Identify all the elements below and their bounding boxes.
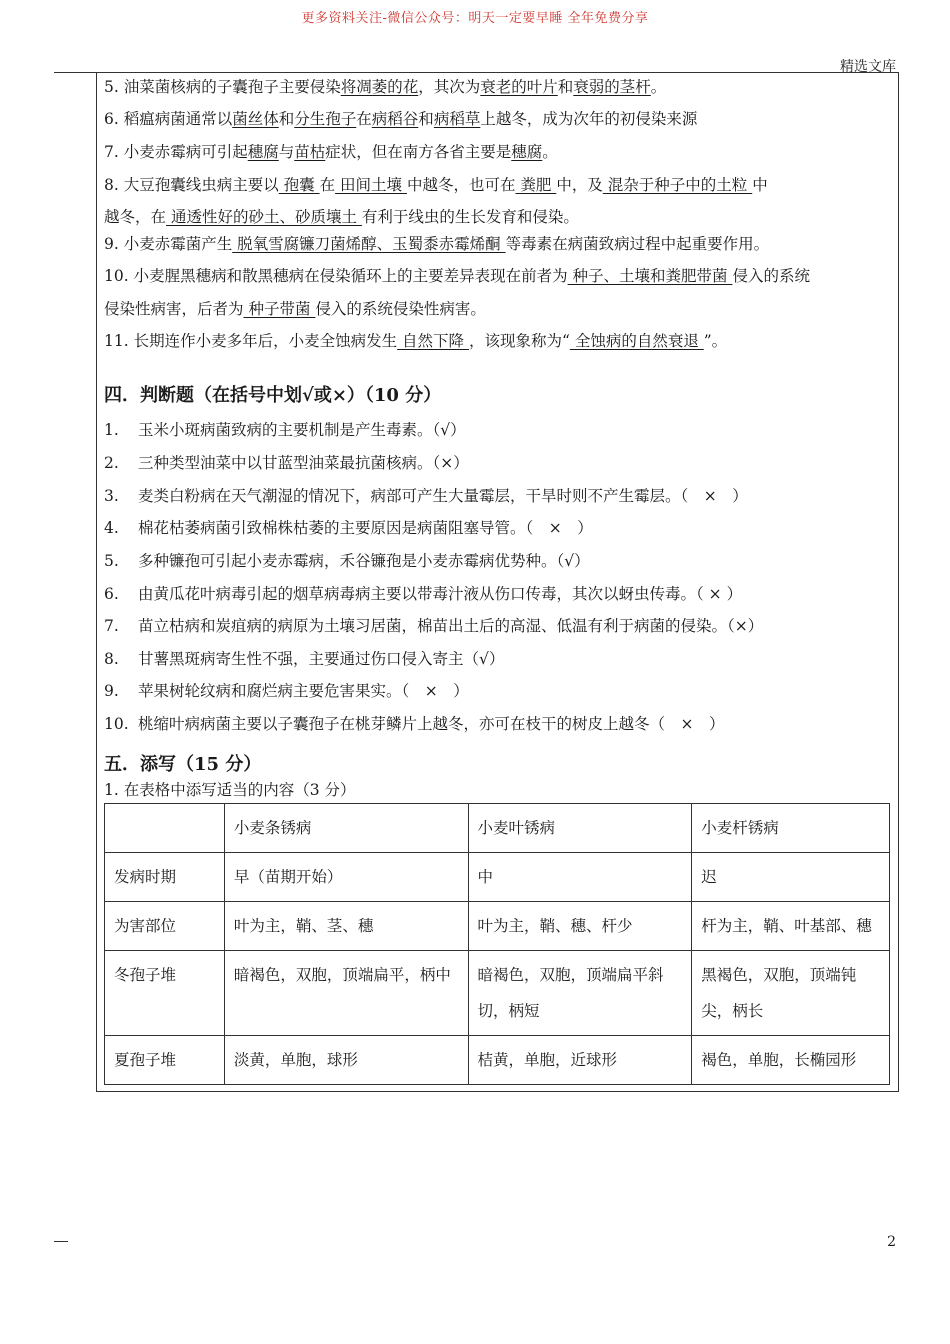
table-cell: 桔黄，单胞，近球形	[468, 1036, 692, 1085]
table-cell: 杆为主，鞘、叶基部、穗	[692, 902, 890, 951]
answer: 病稻谷	[371, 110, 419, 128]
table-cell: 暗褐色，双胞，顶端扁平斜切，柄短	[468, 951, 692, 1036]
corner-label: 精选文库	[840, 59, 896, 75]
section-4-heading: 四．判断题（在括号中划√或×）（10 分）	[104, 385, 442, 406]
table-row	[105, 853, 890, 902]
table-cell: 迟	[692, 853, 890, 902]
table-cell: 冬孢子堆	[105, 951, 225, 1036]
tf-item: 6. 由黄瓜花叶病毒引起的烟草病毒病主要以带毒汁液从伤口传毒，其次以蚜虫传毒。（ × ）	[104, 585, 743, 603]
tf-item: 5. 多种镰孢可引起小麦赤霉病，禾谷镰孢是小麦赤霉病优势种。（√）	[104, 552, 590, 570]
fill-item-8-line1: 8. 大豆孢囊线虫病主要以 孢囊 在 田间土壤 中越冬，也可在 粪肥 中，及 混杂于种子中的土粒 中	[104, 176, 768, 194]
section-5-heading: 五．添写（15 分）	[104, 754, 262, 775]
table-cell: 叶为主，鞘、茎、穗	[224, 902, 468, 951]
table-cell: 暗褐色，双胞，顶端扁平，柄中	[224, 951, 468, 1036]
table-cell: 中	[468, 853, 692, 902]
table-cell: 发病时期	[105, 853, 225, 902]
tf-item: 1. 玉米小斑病菌致病的主要机制是产生毒素。（√）	[104, 421, 466, 439]
answer: 自然下降	[397, 332, 469, 350]
answer: 病稻草	[433, 110, 481, 128]
tf-item: 2. 三种类型油菜中以甘蓝型油菜最抗菌核病。（×）	[104, 454, 469, 472]
table-cell: 叶为主，鞘、穗、杆少	[468, 902, 692, 951]
section-5-subtitle: 1. 在表格中添写适当的内容（3 分）	[104, 781, 356, 799]
table-row	[105, 951, 890, 1036]
fill-item-5: 5. 油菜菌核病的子囊孢子主要侵染将凋萎的花，其次为衰老的叶片和衰弱的茎杆。	[104, 78, 667, 96]
table-cell: 褐色，单胞，长椭园形	[692, 1036, 890, 1085]
fill-item-10-line2: 侵染性病害，后者为 种子带菌 侵入的系统侵染性病害。	[104, 300, 486, 318]
footer-dash	[54, 1241, 68, 1242]
answer: 分生孢子	[294, 110, 357, 128]
table-cell: 黑褐色，双胞，顶端钝尖，柄长	[692, 951, 890, 1036]
answer: 穗腐	[247, 143, 279, 161]
fill-item-10-line1: 10. 小麦腥黑穗病和散黑穗病在侵染循环上的主要差异表现在前者为 种子、土壤和粪肥带菌 侵入的系统	[104, 267, 810, 285]
tf-item: 3. 麦类白粉病在天气潮湿的情况下，病部可产生大量霉层，干旱时则不产生霉层。（ × ）	[104, 487, 748, 505]
answer: 菌丝体	[232, 110, 279, 128]
answer: 衰弱的茎杆	[573, 78, 651, 96]
table-cell: 淡黄，单胞，球形	[224, 1036, 468, 1085]
fill-item-8-line2: 越冬，在 通透性好的砂土、砂质壤土 有利于线虫的生长发育和侵染。	[104, 208, 579, 226]
page-number: 2	[887, 1234, 896, 1250]
table-cell: 小麦叶锈病	[468, 804, 692, 853]
answer: 孢囊	[278, 176, 320, 194]
tf-item: 9. 苹果树轮纹病和腐烂病主要危害果实。（ × ）	[104, 682, 469, 700]
answer: 将凋萎的花	[340, 78, 419, 96]
watermark-banner: 更多资料关注-微信公众号：明天一定要早睡 全年免费分享	[301, 11, 649, 26]
fill-item-11: 11. 长期连作小麦多年后，小麦全蚀病发生 自然下降 ，该现象称为“ 全蚀病的自然衰退 ”。	[104, 332, 728, 350]
fill-item-9: 9. 小麦赤霉菌产生 脱氧雪腐镰刀菌烯醇、玉蜀黍赤霉烯酮 等毒素在病菌致病过程中起重要作用。	[104, 235, 770, 253]
answer: 苗枯	[294, 143, 326, 161]
answer: 种子带菌	[243, 300, 316, 318]
rust-comparison-table	[104, 803, 890, 1085]
table-cell: 早（苗期开始）	[224, 853, 468, 902]
table-cell: 小麦条锈病	[224, 804, 468, 853]
table-header-row	[105, 804, 890, 853]
answer: 通透性好的砂土、砂质壤土	[166, 208, 362, 226]
answer: 粪肥	[515, 176, 557, 194]
answer: 种子、土壤和粪肥带菌	[567, 267, 733, 285]
tf-item: 10. 桃缩叶病病菌主要以子囊孢子在桃芽鳞片上越冬，亦可在枝干的树皮上越冬（ × ）	[104, 715, 725, 733]
table-row	[105, 902, 890, 951]
table-cell	[105, 804, 225, 853]
answer: 混杂于种子中的土粒	[602, 176, 753, 194]
table-row	[105, 1036, 890, 1085]
tf-item: 8. 甘薯黑斑病寄生性不强，主要通过伤口侵入寄主（√）	[104, 650, 505, 668]
answer: 全蚀病的自然衰退	[569, 332, 704, 350]
table-cell: 为害部位	[105, 902, 225, 951]
fill-item-7: 7. 小麦赤霉病可引起穗腐与苗枯症状，但在南方各省主要是穗腐。	[104, 143, 558, 161]
answer: 衰老的叶片	[480, 78, 558, 96]
fill-item-6: 6. 稻瘟病菌通常以菌丝体和分生孢子在病稻谷和病稻草上越冬，成为次年的初侵染来源	[104, 110, 698, 128]
answer: 脱氧雪腐镰刀菌烯醇、玉蜀黍赤霉烯酮	[232, 235, 506, 253]
answer: 田间土壤	[335, 176, 407, 194]
answer: 穗腐	[511, 143, 543, 161]
tf-item: 7. 苗立枯病和炭疽病的病原为土壤习居菌，棉苗出土后的高湿、低温有利于病菌的侵染。（×）	[104, 617, 764, 635]
table-cell: 小麦杆锈病	[692, 804, 890, 853]
table-cell: 夏孢子堆	[105, 1036, 225, 1085]
tf-item: 4. 棉花枯萎病菌引致棉株枯萎的主要原因是病菌阻塞导管。（ × ）	[104, 519, 593, 537]
